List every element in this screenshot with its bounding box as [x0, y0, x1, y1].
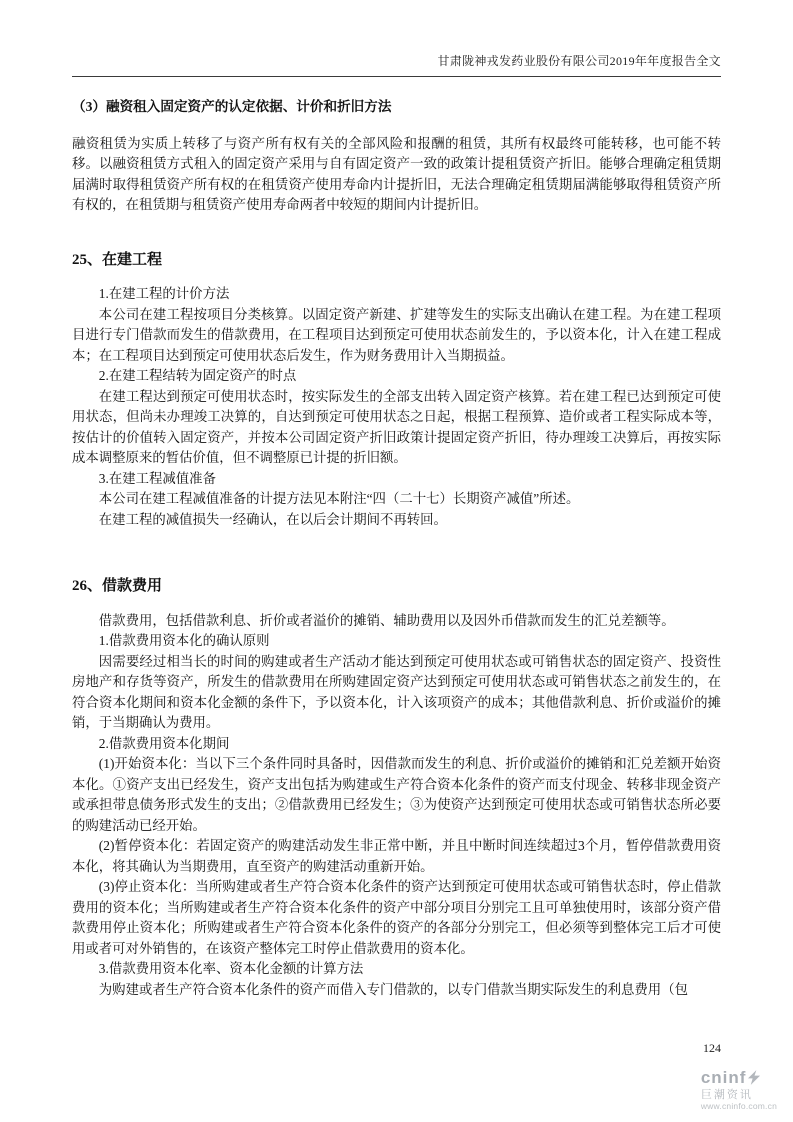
paragraph: 融资租赁为实质上转移了与资产所有权有关的全部风险和报酬的租赁，其所有权最终可能转移，也可能不转移。以融资租赁方式租入的固定资产采用与自有固定资产一致的政策计提租赁资产折旧。能够合理确定租赁期届满时取得租赁资产所有权的在租赁资产使用寿命内计提折旧，无法合理确定租赁期届满能够取得租赁资产所有权的，在租赁期与租赁资产使用寿命两者中较短的期间内计提折旧。 [72, 135, 721, 212]
lightning-icon [748, 1070, 761, 1085]
paragraph: (3)停止资本化：当所购建或者生产符合资本化条件的资产达到预定可使用状态或可销售状态时，停止借款费用的资本化；当所购建或者生产符合资本化条件的资产中部分项目分别完工且可单独使用时，该部分资产借款费用停止资本化；所购建或者生产符合资本化条件的资产的各部分分别完工，但必须等到整体完工后才可使用或者可对外销售的，在该资产整体完工时停止借款费用的资本化。 [72, 879, 721, 956]
paragraph: 在建工程的减值损失一经确认，在以后会计期间不再转回。 [98, 511, 447, 527]
paragraph: (2)暂停资本化：若固定资产的购建活动发生非正常中断，并且中断时间连续超过3个月，暂停借款费用资本化，将其确认为当期费用，直至资产的购建活动重新开始。 [72, 838, 721, 874]
paragraph: 2.借款费用资本化期间 [98, 735, 230, 751]
page-number: 124 [703, 1041, 721, 1055]
borrowing-section-heading: 26、借款费用 [72, 578, 163, 594]
cninfo-url: www.cninfo.com.cn [700, 1101, 777, 1112]
paragraph: 为购建或者生产符合资本化条件的资产而借入专门借款的，以专门借款当期实际发生的利息费用（包 [98, 981, 688, 997]
paragraph: 在建工程达到预定可使用状态时，按实际发生的全部支出转入固定资产核算。若在建工程已达到预定可使用状态，但尚未办理竣工决算的，自达到预定可使用状态之日起，根据工程预算、造价或者工程实际成本等，按估计的价值转入固定资产，并按本公司固定资产折旧政策计提固定资产折旧，待办理竣工决算后，再按实际成本调整原来的暂估价值，但不调整原已计提的折旧额。 [72, 388, 721, 465]
page-header [0, 0, 793, 69]
paragraph: 借款费用，包括借款利息、折价或者溢价的摊销、辅助费用以及因外币借款而发生的汇兑差额等。 [98, 612, 675, 628]
cninfo-brand-text: cninf [700, 1068, 747, 1088]
paragraph: (1)开始资本化：当以下三个条件同时具备时，因借款而发生的利息、折价或溢价的摊销和汇兑差额开始资本化。①资产支出已经发生，资产支出包括为购建或生产符合资本化条件的资产而支付现金、转移非现金资产或承担带息债务形式发生的支出；②借款费用已经发生；③为使资产达到预定可使用状态或可销售状态所必要的购建活动已经开始。 [72, 756, 721, 833]
paragraph: 因需要经过相当长的时间的购建或者生产活动才能达到预定可使用状态或可销售状态的固定资产、投资性房地产和存货等资产，所发生的借款费用在所购建固定资产达到预定可使用状态或可销售状态之前发生的，在符合资本化期间和资本化金额的条件下，予以资本化，计入该项资产的成本；其他借款利息、折价或溢价的摊销，于当期确认为费用。 [72, 653, 721, 730]
construction-section-heading: 25、在建工程 [72, 251, 163, 268]
cninfo-brand-row [701, 1068, 777, 1088]
financing-section-heading: （3）融资租入固定资产的认定依据、计价和折旧方法 [72, 99, 392, 114]
cninfo-logo [701, 1068, 777, 1112]
paragraph: 3.借款费用资本化率、资本化金额的计算方法 [98, 961, 364, 976]
paragraph: 1.借款费用资本化的确认原则 [98, 633, 270, 648]
paragraph: 2.在建工程结转为固定资产的时点 [98, 368, 297, 383]
cninfo-chinese-name: 巨潮资讯 [700, 1088, 753, 1101]
paragraph: 3.在建工程减值准备 [98, 470, 216, 486]
paragraph: 本公司在建工程减值准备的计提方法见本附注“四（二十七）长期资产减值”所述。 [98, 491, 580, 506]
paragraph: 本公司在建工程按项目分类核算。以固定资产新建、扩建等发生的实际支出确认在建工程。为在建工程项目进行专门借款而发生的借款费用，在工程项目达到预定可使用状态前发生的，予以资本化，计入在建工程成本；在工程项目达到预定可使用状态后发生，作为财务费用计入当期损益。 [72, 306, 721, 363]
paragraph: 1.在建工程的计价方法 [98, 286, 230, 301]
document-body [0, 77, 793, 1000]
report-header-title: 甘肃陇神戎发药业股份有限公司2019年年度报告全文 [437, 54, 721, 68]
